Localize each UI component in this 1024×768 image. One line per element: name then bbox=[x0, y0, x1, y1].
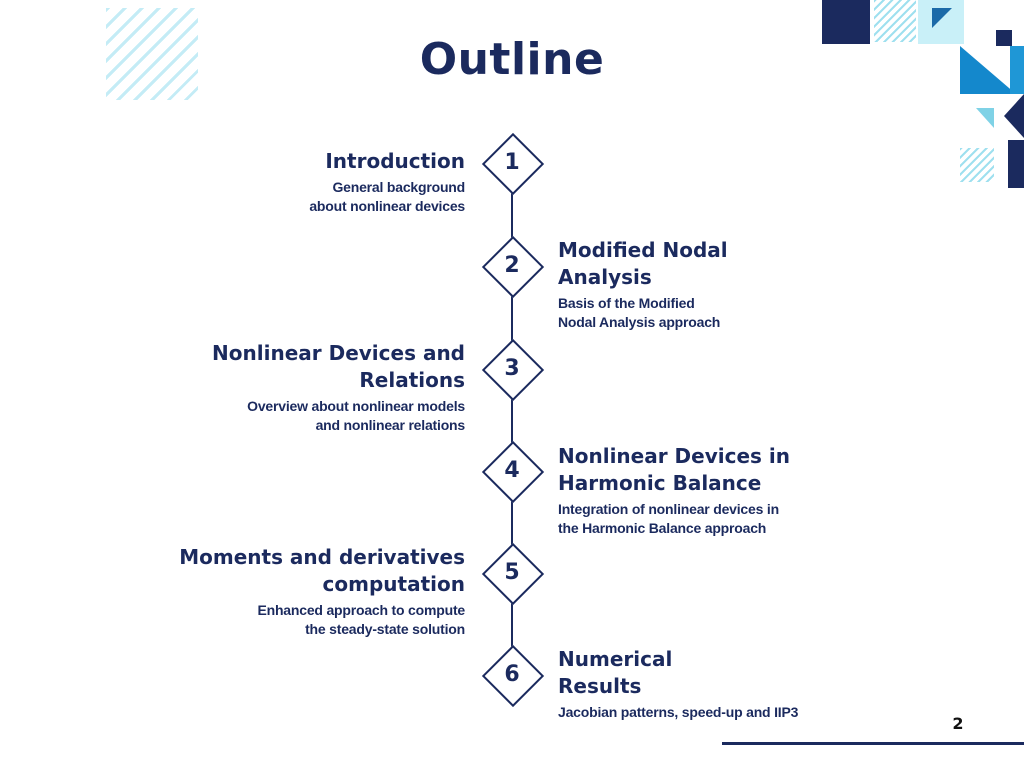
timeline-node-3 bbox=[482, 339, 542, 399]
item-description: Integration of nonlinear devices in the Harmonic Balance approach bbox=[558, 501, 779, 536]
outline-item-nonlinear-devices bbox=[105, 340, 465, 435]
timeline-node-4 bbox=[482, 441, 542, 501]
timeline-node-1 bbox=[482, 133, 542, 193]
outline-item-mna bbox=[558, 237, 878, 332]
navy-block-decoration bbox=[1008, 140, 1024, 188]
page-number: 2 bbox=[952, 714, 964, 733]
node-number: 4 bbox=[504, 458, 520, 483]
node-number: 5 bbox=[504, 560, 520, 585]
slide-title: Outline bbox=[419, 34, 605, 85]
triangle-decoration bbox=[1004, 94, 1024, 138]
item-description: Basis of the Modified Nodal Analysis approach bbox=[558, 295, 721, 330]
node-number: 3 bbox=[504, 356, 520, 381]
outline-item-introduction bbox=[145, 148, 465, 216]
timeline-node-6 bbox=[482, 645, 542, 705]
node-number: 6 bbox=[504, 662, 520, 687]
outline-item-numerical-results bbox=[558, 646, 918, 722]
stripe-pattern-decoration bbox=[960, 148, 994, 182]
triangle-decoration bbox=[932, 8, 952, 28]
item-description: Overview about nonlinear models and nonlinear relations bbox=[247, 398, 465, 433]
item-heading: Nonlinear Devices and Relations bbox=[212, 341, 465, 392]
outline-item-harmonic-balance bbox=[558, 443, 918, 538]
item-heading: Nonlinear Devices in Harmonic Balance bbox=[558, 444, 790, 495]
footer-line bbox=[722, 742, 1024, 745]
node-number: 2 bbox=[504, 253, 520, 278]
outline-item-moments bbox=[65, 544, 465, 639]
item-heading: Modified Nodal Analysis bbox=[558, 238, 728, 289]
item-description: Jacobian patterns, speed-up and IIP3 bbox=[558, 704, 799, 720]
timeline-node-5 bbox=[482, 543, 542, 603]
triangle-decoration bbox=[976, 108, 994, 128]
item-description: Enhanced approach to compute the steady-state solution bbox=[257, 602, 465, 637]
item-description: General background about nonlinear devices bbox=[309, 179, 465, 214]
item-heading: Moments and derivatives computation bbox=[179, 545, 465, 596]
node-number: 1 bbox=[504, 150, 520, 175]
item-heading: Numerical Results bbox=[558, 647, 673, 698]
timeline-node-2 bbox=[482, 236, 542, 296]
item-heading: Introduction bbox=[325, 149, 465, 173]
